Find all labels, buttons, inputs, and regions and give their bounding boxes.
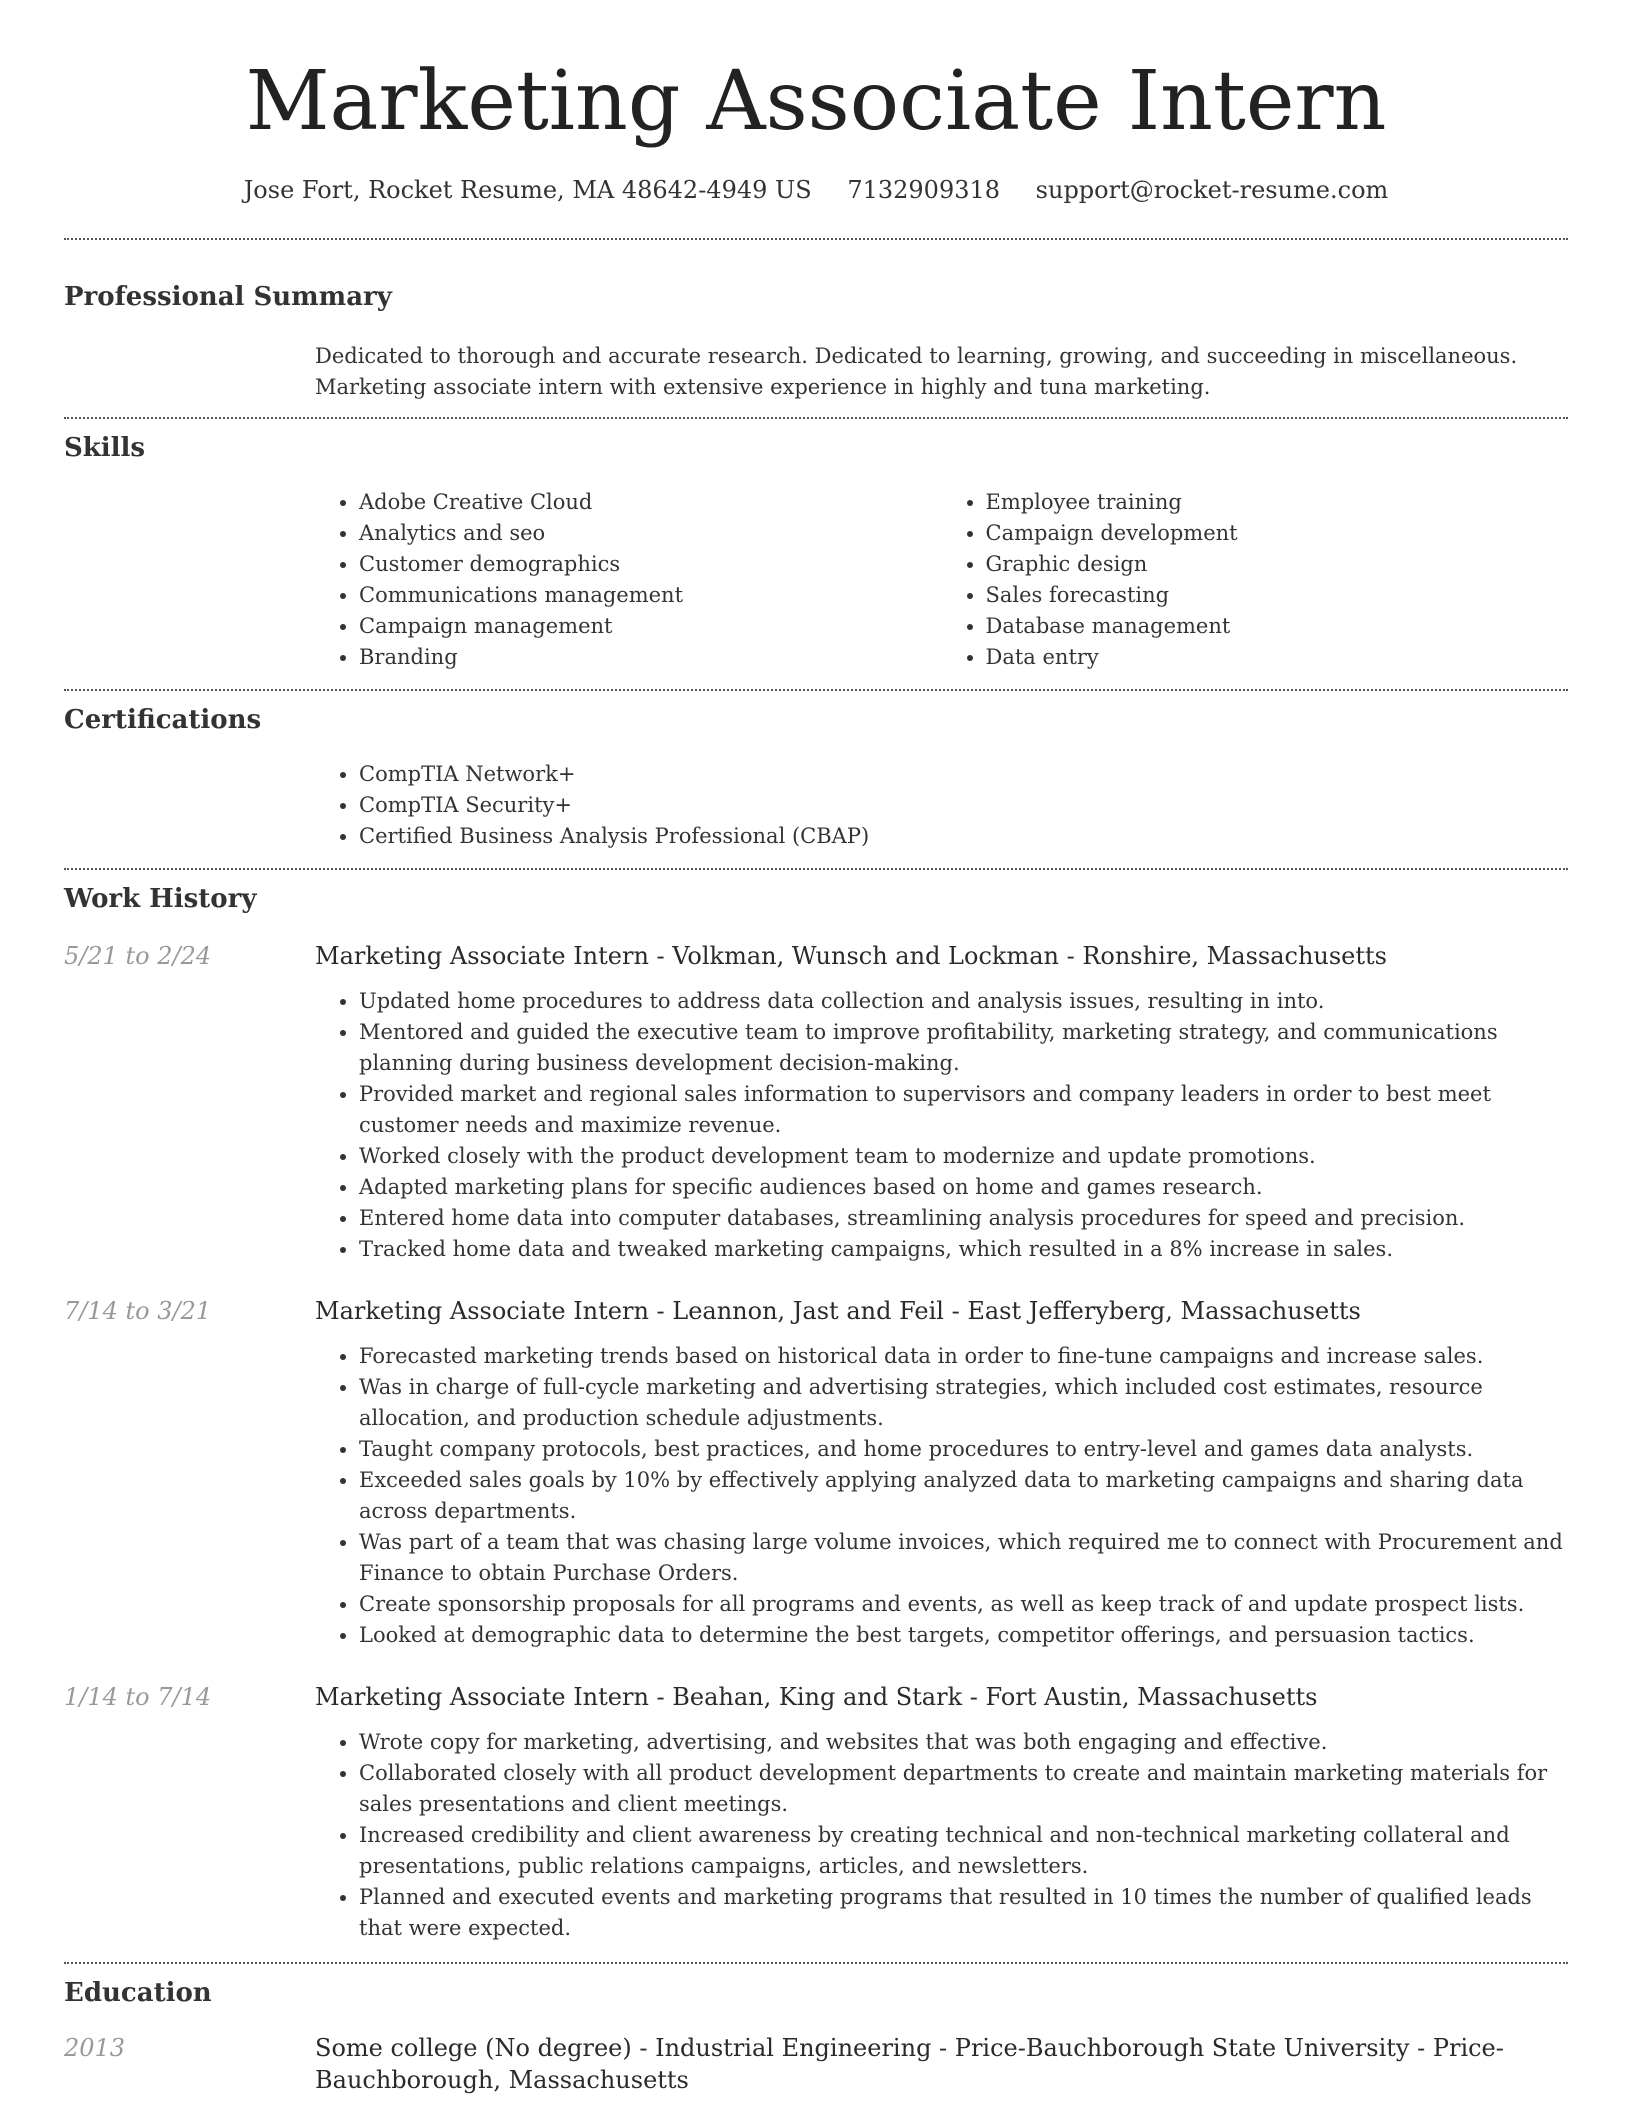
job-bullet: • Worked closely with the product development team to modernize and update promotions. xyxy=(359,1141,1568,1172)
job-bullet: • Wrote copy for marketing, advertising, and websites that was both engaging and effective. xyxy=(359,1727,1568,1758)
education-section xyxy=(64,1964,1568,2096)
job-body xyxy=(315,1727,1568,1944)
certifications-heading: Certifications xyxy=(64,705,262,735)
summary-section xyxy=(64,240,1568,403)
job-bullet: • Was part of a team that was chasing large volume invoices, which required me to connect with Procurement and Finance to obtain Purchase Orders. xyxy=(359,1527,1568,1589)
job-bullet: • Tracked home data and tweaked marketing campaigns, which resulted in a 8% increase in sales. xyxy=(359,1234,1568,1265)
contact-phone: 7132909318 xyxy=(847,176,1001,204)
job-bullet: • Planned and executed events and marketing programs that resulted in 10 times the number of qualified leads that were expected. xyxy=(359,1882,1568,1944)
skills-section xyxy=(64,419,1568,673)
job-bullet: • Create sponsorship proposals for all programs and events, as well as keep track of and update prospect lists. xyxy=(359,1589,1568,1620)
job-bullet: • Provided market and regional sales information to supervisors and company leaders in order to best meet customer needs and maximize revenue. xyxy=(359,1079,1568,1141)
skill-item: • Sales forecasting xyxy=(986,580,1569,611)
summary-heading: Professional Summary xyxy=(64,282,392,312)
contact-line xyxy=(64,174,1568,206)
summary-text: Dedicated to thorough and accurate research. Dedicated to learning, growing, and succeeding in miscellaneous. Marketing associate intern with extensive experience in highly and tuna marketing. xyxy=(315,344,1518,399)
education-entry xyxy=(64,2032,1568,2096)
job-bullet: • Taught company protocols, best practices, and home procedures to entry-level and games data analysts. xyxy=(359,1434,1568,1465)
certification-item: • CompTIA Security+ xyxy=(359,790,1568,821)
education-header: Some college (No degree) - Industrial Engineering - Price-Bauchborough State University - Price-Bauchborough, Massachusetts xyxy=(315,2034,1504,2094)
job-bullets xyxy=(315,1727,1568,1944)
certifications-section xyxy=(64,691,1568,852)
job-bullet: • Updated home procedures to address data collection and analysis issues, resulting in into. xyxy=(359,986,1568,1017)
skill-item: • Customer demographics xyxy=(359,549,942,580)
job-header: Marketing Associate Intern - Volkman, Wunsch and Lockman - Ronshire, Massachusetts xyxy=(315,942,1387,970)
skills-list-right xyxy=(942,487,1569,673)
contact-address: Jose Fort, Rocket Resume, MA 48642-4949 US xyxy=(243,176,812,204)
certifications-list xyxy=(315,759,1568,852)
contact-email: support@rocket-resume.com xyxy=(1035,176,1389,204)
job-bullets xyxy=(315,1341,1568,1651)
job-bullets xyxy=(315,986,1568,1265)
job-bullet: • Collaborated closely with all product development departments to create and maintain marketing materials for sales presentations and client meetings. xyxy=(359,1758,1568,1820)
certification-item: • CompTIA Network+ xyxy=(359,759,1568,790)
job-bullet: • Looked at demographic data to determine the best targets, competitor offerings, and persuasion tactics. xyxy=(359,1620,1568,1651)
certification-item: • Certified Business Analysis Professional (CBAP) xyxy=(359,821,1568,852)
skills-columns xyxy=(315,487,1568,673)
job-dates: 7/14 to 3/21 xyxy=(64,1297,212,1325)
job-entry xyxy=(64,940,1568,1265)
skills-heading: Skills xyxy=(64,433,146,463)
job-header: Marketing Associate Intern - Beahan, King and Stark - Fort Austin, Massachusetts xyxy=(315,1683,1318,1711)
resume-title: Marketing Associate Intern xyxy=(245,54,1387,149)
job-bullet: • Entered home data into computer databases, streamlining analysis procedures for speed and precision. xyxy=(359,1203,1568,1234)
skill-item: • Analytics and seo xyxy=(359,518,942,549)
job-entry xyxy=(64,1681,1568,1944)
job-bullet: • Mentored and guided the executive team to improve profitability, marketing strategy, and communications planning during business development decision-making. xyxy=(359,1017,1568,1079)
work-history-section xyxy=(64,870,1568,1962)
skill-item: • Adobe Creative Cloud xyxy=(359,487,942,518)
work-history-heading: Work History xyxy=(64,884,257,914)
job-bullet: • Was in charge of full-cycle marketing and advertising strategies, which included cost estimates, resource allocation, and production schedule adjustments. xyxy=(359,1372,1568,1434)
job-body xyxy=(315,1341,1568,1651)
job-bullet: • Adapted marketing plans for specific audiences based on home and games research. xyxy=(359,1172,1568,1203)
job-bullet: • Exceeded sales goals by 10% by effectively applying analyzed data to marketing campaigns and sharing data across departments. xyxy=(359,1465,1568,1527)
job-entry xyxy=(64,1295,1568,1651)
education-heading: Education xyxy=(64,1978,212,2008)
job-dates: 1/14 to 7/14 xyxy=(64,1683,212,1711)
skill-item: • Database management xyxy=(986,611,1569,642)
job-body xyxy=(315,986,1568,1265)
job-header: Marketing Associate Intern - Leannon, Jast and Feil - East Jefferyberg, Massachusetts xyxy=(315,1297,1361,1325)
resume-page xyxy=(64,0,1568,2096)
skill-item: • Campaign development xyxy=(986,518,1569,549)
skill-item: • Branding xyxy=(359,642,942,673)
job-dates: 5/21 to 2/24 xyxy=(64,942,212,970)
job-bullet: • Forecasted marketing trends based on historical data in order to fine-tune campaigns and increase sales. xyxy=(359,1341,1568,1372)
skill-item: • Campaign management xyxy=(359,611,942,642)
job-bullet: • Increased credibility and client awareness by creating technical and non-technical marketing collateral and presentations, public relations campaigns, articles, and newsletters. xyxy=(359,1820,1568,1882)
skill-item: • Data entry xyxy=(986,642,1569,673)
certifications-body xyxy=(315,759,1568,852)
skill-item: • Employee training xyxy=(986,487,1569,518)
education-year: 2013 xyxy=(64,2034,126,2062)
skills-list-left xyxy=(315,487,942,673)
skill-item: • Communications management xyxy=(359,580,942,611)
skill-item: • Graphic design xyxy=(986,549,1569,580)
